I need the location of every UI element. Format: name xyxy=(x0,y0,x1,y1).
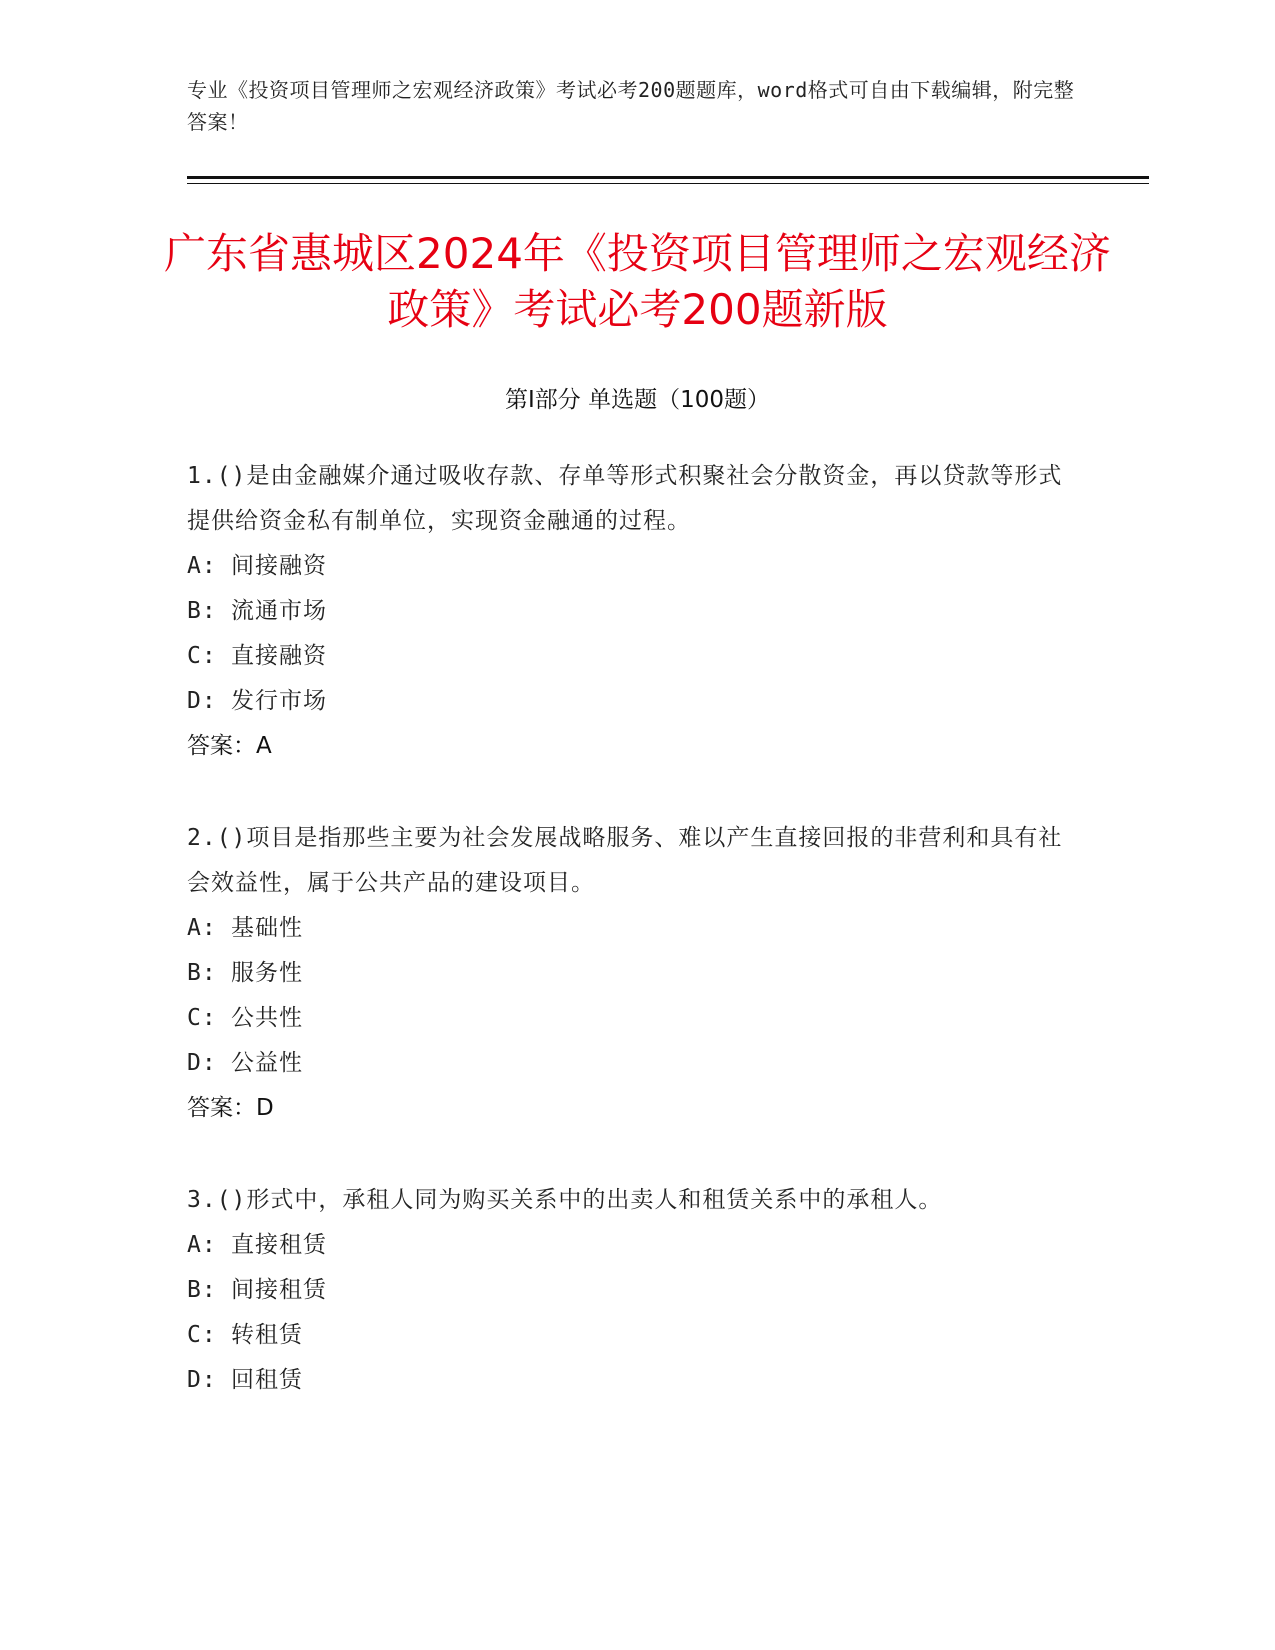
option-letter: C: xyxy=(187,643,217,669)
option-c xyxy=(187,996,1067,1041)
option-letter: D: xyxy=(187,1367,217,1393)
option-letter: D: xyxy=(187,688,217,714)
option-d xyxy=(187,1358,1067,1403)
question-stem: 2.()项目是指那些主要为社会发展战略服务、难以产生直接回报的非营利和具有社会效益性，属于公共产品的建设项目。 xyxy=(187,825,1063,896)
question-3 xyxy=(187,1178,1067,1403)
option-text: 间接租赁 xyxy=(231,1277,327,1303)
question-2 xyxy=(187,816,1067,1131)
section-title: 第Ⅰ部分 单选题（100题） xyxy=(505,387,770,413)
document-title: 广东省惠城区2024年《投资项目管理师之宏观经济政策》考试必考200题新版 xyxy=(164,229,1111,334)
option-letter: D: xyxy=(187,1050,217,1076)
option-a xyxy=(187,1223,1067,1268)
option-letter: A: xyxy=(187,1232,217,1258)
answer-line: 答案：D xyxy=(187,1095,274,1121)
option-b xyxy=(187,589,1067,634)
option-letter: A: xyxy=(187,553,217,579)
question-stem: 3.()形式中，承租人同为购买关系中的出卖人和租赁关系中的承租人。 xyxy=(187,1187,943,1213)
option-text: 回租赁 xyxy=(231,1367,303,1393)
option-text: 流通市场 xyxy=(231,598,327,624)
option-letter: C: xyxy=(187,1005,217,1031)
option-a xyxy=(187,544,1067,589)
option-letter: B: xyxy=(187,598,217,624)
question-stem: 1.()是由金融媒介通过吸收存款、存单等形式积聚社会分散资金，再以贷款等形式提供给资金私有制单位，实现资金融通的过程。 xyxy=(187,463,1063,534)
option-b xyxy=(187,1268,1067,1313)
option-text: 直接融资 xyxy=(231,643,327,669)
option-text: 直接租赁 xyxy=(231,1232,327,1258)
option-text: 发行市场 xyxy=(231,688,327,714)
question-1 xyxy=(187,454,1067,769)
option-c xyxy=(187,1313,1067,1358)
option-b xyxy=(187,951,1067,996)
option-text: 公益性 xyxy=(231,1050,303,1076)
option-letter: A: xyxy=(187,915,217,941)
option-letter: B: xyxy=(187,960,217,986)
option-c xyxy=(187,634,1067,679)
header-divider-thin xyxy=(187,183,1149,184)
option-text: 服务性 xyxy=(231,960,303,986)
header-note: 专业《投资项目管理师之宏观经济政策》考试必考200题题库，word格式可自由下载编辑，附完整答案！ xyxy=(187,78,1075,134)
option-text: 公共性 xyxy=(231,1005,303,1031)
option-d xyxy=(187,1041,1067,1086)
header-divider-thick xyxy=(187,176,1149,179)
option-a xyxy=(187,906,1067,951)
answer-line: 答案：A xyxy=(187,733,272,759)
option-d xyxy=(187,679,1067,724)
option-text: 基础性 xyxy=(231,915,303,941)
option-letter: C: xyxy=(187,1322,217,1348)
option-text: 间接融资 xyxy=(231,553,327,579)
option-text: 转租赁 xyxy=(231,1322,303,1348)
option-letter: B: xyxy=(187,1277,217,1303)
